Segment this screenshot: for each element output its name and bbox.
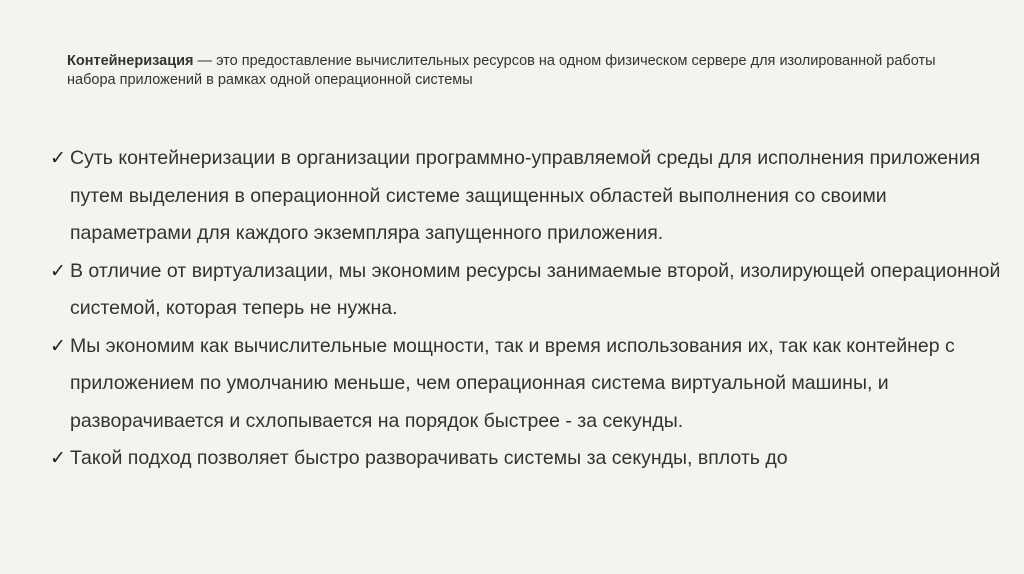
bullet-item (48, 253, 1008, 328)
check-icon: ✓ (50, 260, 66, 282)
bullet-item (48, 440, 1008, 478)
check-icon: ✓ (50, 335, 66, 357)
bullet-text: В отличие от виртуализации, мы экономим ресурсы занимаемые второй, изолирующей операционной системой, которая теперь не нужна. (70, 259, 1001, 319)
check-icon: ✓ (50, 148, 66, 169)
bullet-text: Такой подход позволяет быстро разворачивать системы за секунды, вплоть до (70, 447, 788, 469)
definition-text: — это предоставление вычислительных ресурсов на одном физическом сервере для изолированной работы набора приложений в рамках одной операционной системы (67, 53, 936, 88)
check-icon: ✓ (50, 448, 66, 469)
definition-paragraph (67, 52, 987, 90)
definition-term: Контейнеризация (67, 53, 194, 69)
bullet-item (48, 328, 1008, 441)
bullet-item (48, 140, 1008, 253)
bullet-text: Мы экономим как вычислительные мощности, так и время использования их, так как контейнер с приложением по умолчанию меньше, чем операционная система виртуальной машины, и разворачивается и схлопывается на порядок быстрее - за секунды. (70, 334, 955, 432)
bullet-list (48, 140, 1008, 478)
bullet-text: Суть контейнеризации в организации программно-управляемой среды для исполнения приложения путем выделения в операционной системе защищенных областей выполнения со своими параметрами для каждого экземпляра запущенного приложения. (70, 147, 981, 244)
